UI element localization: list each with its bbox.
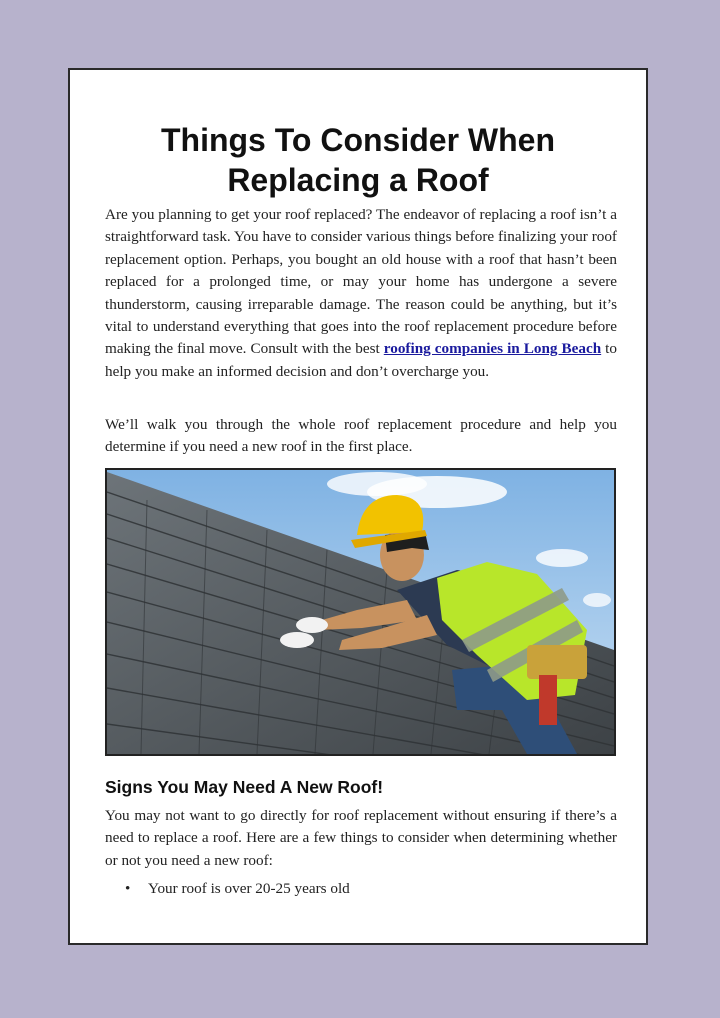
signs-list — [105, 878, 617, 900]
bullet-icon: • — [125, 880, 131, 897]
intro-paragraph — [105, 204, 617, 383]
document-page — [68, 68, 648, 945]
intro-text-after-link: to help you make an informed decision and don’t overcharge you. — [105, 340, 617, 380]
intro-text-before-link: Are you planning to get your roof replaced? The endeavor of replacing a roof isn’t a straightforward task. You have to consider various things before finalizing your roof replacement option. Perhaps, you bought an old house with a roof that hasn’t been replaced for a prolonged time, or may your home has undergone a severe thunderstorm, causing irreparable damage. The reason could be anything, but it’s vital to understand everything that goes into the roof replacement procedure before making the final move. Consult with the best — [105, 206, 617, 358]
list-item-text: Your roof is over 20-25 years old — [148, 880, 350, 897]
roofer-photo — [105, 468, 616, 756]
page-title: Things To Consider When Replacing a Roof — [160, 122, 556, 198]
section-paragraph: You may not want to go directly for roof replacement without ensuring if there’s a need to replace a roof. Here are a few things to consider when determining whether or not you need a new roof: — [105, 807, 617, 869]
roofing-companies-link[interactable]: roofing companies in Long Beach — [383, 340, 602, 358]
list-item — [105, 878, 617, 900]
section-heading: Signs You May Need A New Roof! — [105, 777, 384, 797]
walkthrough-paragraph: We’ll walk you through the whole roof replacement procedure and help you determine if you need a new roof in the first place. — [105, 416, 617, 456]
